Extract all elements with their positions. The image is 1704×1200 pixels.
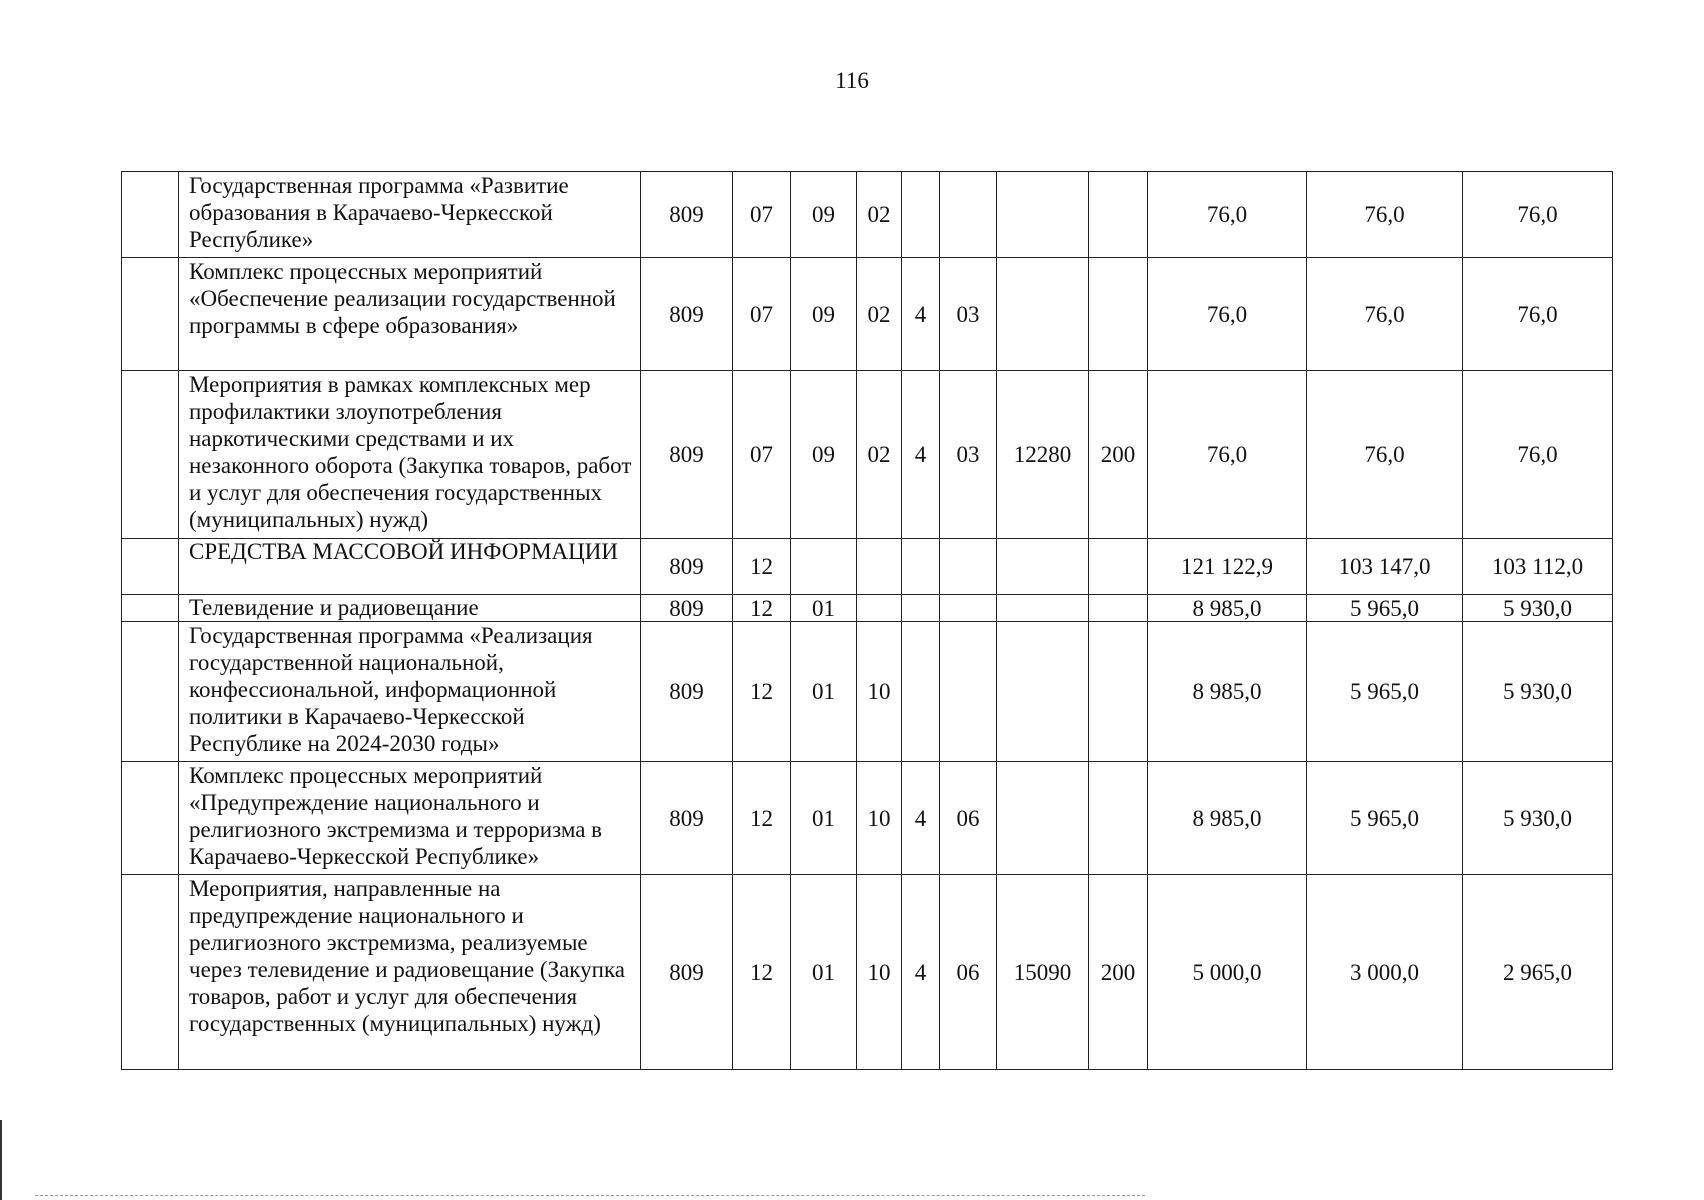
complex-code [940,172,997,258]
direction-code [997,258,1089,371]
amount-year-1: 76,0 [1148,258,1307,371]
program-code [857,539,902,595]
item-name: Государственная программа «Развитие образования в Карачаево-Черкесской Республике» [179,172,641,258]
ministry-code: 809 [641,595,733,622]
complex-code [940,622,997,762]
program-code: 10 [857,622,902,762]
ministry-code: 809 [641,258,733,371]
complex-code: 03 [940,258,997,371]
amount-year-2: 103 147,0 [1307,539,1463,595]
program-type-code [902,172,940,258]
item-name: Комплекс процессных мероприятий «Обеспечение реализации государственной программы в сфере образования» [179,258,641,371]
expense-type-code [1089,622,1148,762]
scan-artifact-line [35,1195,1145,1196]
program-code: 10 [857,875,902,1070]
subsection-code: 01 [791,875,857,1070]
amount-year-1: 8 985,0 [1148,595,1307,622]
row-number-cell [122,595,179,622]
direction-code: 12280 [997,371,1089,539]
program-type-code [902,539,940,595]
row-number-cell [122,539,179,595]
subsection-code: 01 [791,595,857,622]
item-name: Мероприятия в рамках комплексных мер профилактики злоупотребления наркотическими средствами и их незаконного оборота (Закупка товаров, работ и услуг для обеспечения государственных (муниципальных) нужд) [179,371,641,539]
program-code: 02 [857,371,902,539]
section-code: 07 [733,371,791,539]
item-name: Телевидение и радиовещание [179,595,641,622]
amount-year-1: 76,0 [1148,371,1307,539]
section-code: 07 [733,258,791,371]
complex-code [940,595,997,622]
program-code: 02 [857,172,902,258]
section-code: 12 [733,539,791,595]
amount-year-3: 5 930,0 [1463,622,1613,762]
row-number-cell [122,258,179,371]
section-code: 12 [733,595,791,622]
program-type-code: 4 [902,875,940,1070]
ministry-code: 809 [641,622,733,762]
table-row [122,172,1613,258]
section-code: 12 [733,622,791,762]
expense-type-code [1089,258,1148,371]
expense-type-code: 200 [1089,875,1148,1070]
ministry-code: 809 [641,172,733,258]
amount-year-1: 121 122,9 [1148,539,1307,595]
table-row [122,539,1613,595]
ministry-code: 809 [641,539,733,595]
row-number-cell [122,172,179,258]
program-type-code: 4 [902,762,940,875]
program-type-code [902,595,940,622]
program-type-code: 4 [902,258,940,371]
subsection-code: 09 [791,172,857,258]
section-code: 07 [733,172,791,258]
expense-type-code [1089,539,1148,595]
item-name: Комплекс процессных мероприятий «Предупреждение национального и религиозного экстремизма и терроризма в Карачаево-Черкесской Республике» [179,762,641,875]
amount-year-3: 76,0 [1463,172,1613,258]
table-row [122,875,1613,1070]
expense-type-code: 200 [1089,371,1148,539]
row-number-cell [122,371,179,539]
table-row [122,258,1613,371]
direction-code [997,172,1089,258]
table-row [122,371,1613,539]
amount-year-2: 76,0 [1307,172,1463,258]
amount-year-2: 76,0 [1307,258,1463,371]
subsection-code [791,539,857,595]
item-name: Мероприятия, направленные на предупреждение национального и религиозного экстремизма, реализуемые через телевидение и радиовещание (Закупка товаров, работ и услуг для обеспечения государственных (муниципальных) нужд) [179,875,641,1070]
scan-artifact-edge [0,1120,2,1200]
amount-year-1: 5 000,0 [1148,875,1307,1070]
ministry-code: 809 [641,875,733,1070]
subsection-code: 01 [791,762,857,875]
table-row [122,622,1613,762]
section-code: 12 [733,875,791,1070]
ministry-code: 809 [641,762,733,875]
complex-code: 03 [940,371,997,539]
complex-code: 06 [940,762,997,875]
amount-year-2: 5 965,0 [1307,622,1463,762]
amount-year-1: 8 985,0 [1148,622,1307,762]
table-row [122,595,1613,622]
program-type-code: 4 [902,371,940,539]
expense-type-code [1089,172,1148,258]
direction-code [997,762,1089,875]
program-type-code [902,622,940,762]
budget-table [121,171,1613,1070]
direction-code: 15090 [997,875,1089,1070]
subsection-code: 09 [791,258,857,371]
direction-code [997,622,1089,762]
amount-year-3: 76,0 [1463,258,1613,371]
subsection-code: 09 [791,371,857,539]
item-name: Государственная программа «Реализация государственной национальной, конфессиональной, информационной политики в Карачаево-Черкесской Республике на 2024-2030 годы» [179,622,641,762]
expense-type-code [1089,762,1148,875]
amount-year-2: 5 965,0 [1307,595,1463,622]
page-number: 116 [835,68,869,93]
expense-type-code [1089,595,1148,622]
complex-code [940,539,997,595]
complex-code: 06 [940,875,997,1070]
amount-year-2: 76,0 [1307,371,1463,539]
table-row [122,762,1613,875]
program-code [857,595,902,622]
ministry-code: 809 [641,371,733,539]
amount-year-3: 76,0 [1463,371,1613,539]
row-number-cell [122,875,179,1070]
amount-year-1: 8 985,0 [1148,762,1307,875]
amount-year-3: 5 930,0 [1463,762,1613,875]
program-code: 02 [857,258,902,371]
amount-year-1: 76,0 [1148,172,1307,258]
item-name: СРЕДСТВА МАССОВОЙ ИНФОРМАЦИИ [179,539,641,595]
program-code: 10 [857,762,902,875]
subsection-code: 01 [791,622,857,762]
amount-year-2: 3 000,0 [1307,875,1463,1070]
direction-code [997,539,1089,595]
amount-year-2: 5 965,0 [1307,762,1463,875]
row-number-cell [122,622,179,762]
section-code: 12 [733,762,791,875]
amount-year-3: 5 930,0 [1463,595,1613,622]
direction-code [997,595,1089,622]
amount-year-3: 2 965,0 [1463,875,1613,1070]
row-number-cell [122,762,179,875]
amount-year-3: 103 112,0 [1463,539,1613,595]
